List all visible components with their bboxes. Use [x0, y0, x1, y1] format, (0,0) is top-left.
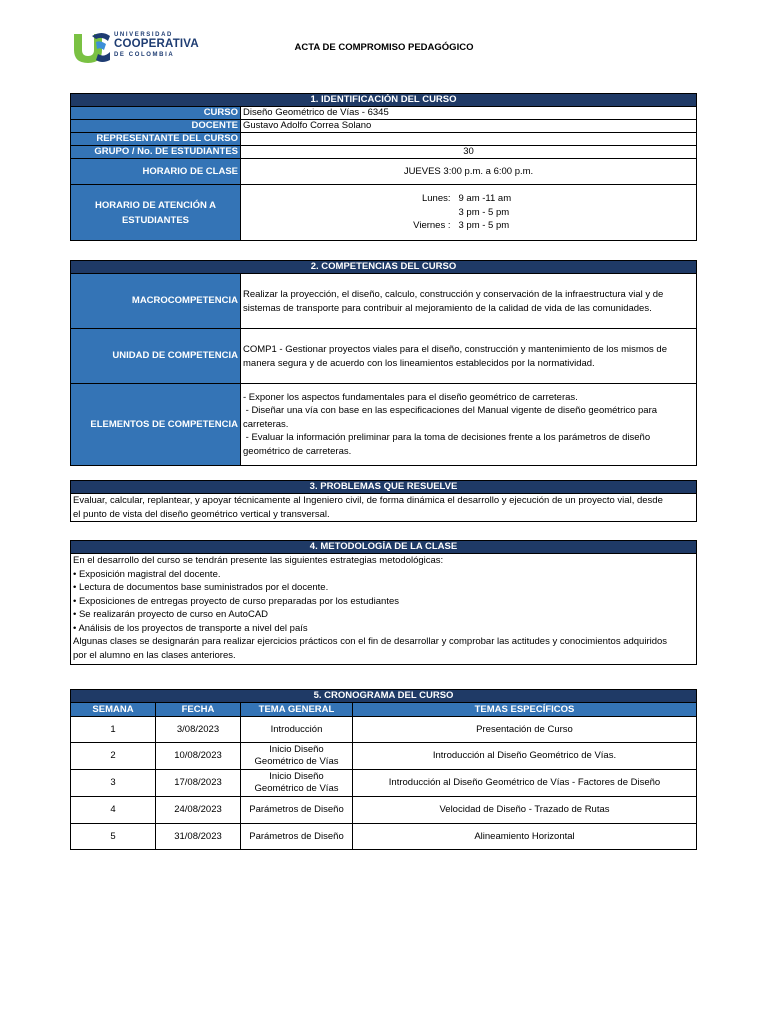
- metodologia-line: • Exposiciones de entregas proyecto de curso preparadas por los estudiantes: [73, 595, 399, 607]
- tema-general-cell: [241, 824, 353, 850]
- curso-label: CURSO: [71, 107, 241, 120]
- representante-value: [241, 133, 697, 146]
- macro-value: [241, 274, 697, 329]
- logo-line-3: DE COLOMBIA: [114, 51, 175, 58]
- semana-cell: 5: [71, 824, 156, 850]
- column-header-fecha: FECHA: [156, 703, 241, 717]
- competencias-table: [70, 260, 697, 466]
- tema-line: Inicio Diseño: [269, 744, 324, 755]
- atencion-time: 3 pm - 5 pm: [458, 220, 510, 232]
- elementos-line: - Evaluar la información preliminar para la toma de decisiones frente a los parámetros de diseño: [243, 432, 651, 444]
- docente-label: DOCENTE: [71, 120, 241, 133]
- tema-general-cell: [241, 743, 353, 770]
- problemas-line: Evaluar, calcular, replantear, y apoyar técnicamente al Ingeniero civil, de forma dinámica el desarrollo y ejecución de un proyecto vial, desde: [73, 495, 663, 506]
- metodologia-line: • Análisis de los proyectos de transporte a nivel del país: [73, 622, 308, 634]
- unidad-value: [241, 329, 697, 384]
- atencion-time: 3 pm - 5 pm: [458, 206, 510, 218]
- elementos-label: ELEMENTOS DE COMPETENCIA: [71, 384, 241, 466]
- semana-cell: 4: [71, 797, 156, 824]
- elementos-line: geométrico de carreteras.: [243, 445, 352, 457]
- unidad-label: UNIDAD DE COMPETENCIA: [71, 329, 241, 384]
- document-title: ACTA DE COMPROMISO PEDAGÓGICO: [294, 42, 474, 53]
- metodologia-table: [70, 540, 697, 665]
- semana-cell: 3: [71, 770, 156, 797]
- tema-general-cell: [241, 717, 353, 743]
- column-header-temas-especificos: TEMAS ESPECÍFICOS: [353, 703, 697, 717]
- macro-line: sistemas de transporte para contribuir al mejoramiento de la calidad de vida de las comunidades.: [243, 302, 652, 314]
- horario-label: HORARIO DE CLASE: [71, 159, 241, 185]
- elementos-line: - Exponer los aspectos fundamentales para el diseño geométrico de carreteras.: [243, 391, 578, 403]
- metodologia-line: Algunas clases se designarán para realizar ejercicios prácticos con el fin de desarrollar y comprobar las actitudes y conocimientos adquiridos: [73, 636, 668, 647]
- tema-general-cell: [241, 797, 353, 824]
- atencion-row: [399, 206, 539, 220]
- identificacion-header: 1. IDENTIFICACIÓN DEL CURSO: [71, 94, 697, 107]
- metodologia-line: • Exposición magistral del docente.: [73, 568, 221, 580]
- docente-value: Gustavo Adolfo Correa Solano: [241, 120, 697, 133]
- fecha-cell: 3/08/2023: [156, 717, 241, 743]
- fecha-cell: 10/08/2023: [156, 743, 241, 770]
- curso-value: Diseño Geométrico de Vías - 6345: [241, 107, 697, 120]
- metodologia-line: • Se realizarán proyecto de curso en AutoCAD: [73, 609, 269, 620]
- metodologia-line: • Lectura de documentos base suministrados por el docente.: [73, 582, 329, 593]
- metodologia-value: [71, 554, 697, 665]
- table-row: [71, 770, 697, 797]
- atencion-value: [241, 185, 697, 241]
- cronograma-header: 5. CRONOGRAMA DEL CURSO: [71, 690, 697, 703]
- tema-line: Geométrico de Vías: [254, 756, 339, 767]
- metodologia-header: 4. METODOLOGÍA DE LA CLASE: [71, 541, 697, 554]
- fecha-cell: 24/08/2023: [156, 797, 241, 824]
- grupo-value: 30: [241, 146, 697, 159]
- table-row: [71, 717, 697, 743]
- atencion-label: HORARIO DE ATENCIÓN A ESTUDIANTES: [71, 185, 241, 241]
- temas-especificos-cell: Introducción al Diseño Geométrico de Vías - Factores de Diseño: [353, 770, 697, 797]
- elementos-line: - Diseñar una vía con base en las especificaciones del Manual vigente de diseño geométrico para: [243, 405, 658, 417]
- column-header-tema-general: TEMA GENERAL: [241, 703, 353, 717]
- problemas-line: el punto de vista del diseño geométrico vertical y transversal.: [73, 508, 330, 520]
- fecha-cell: 31/08/2023: [156, 824, 241, 850]
- macro-line: Realizar la proyección, el diseño, calculo, construcción y conservación de la infraestructura vial y de: [243, 289, 664, 300]
- tema-line: Parámetros de Diseño: [249, 830, 344, 842]
- representante-label: REPRESENTANTE DEL CURSO: [71, 133, 241, 146]
- macro-label: MACROCOMPETENCIA: [71, 274, 241, 329]
- grupo-label: GRUPO / No. DE ESTUDIANTES: [71, 146, 241, 159]
- column-header-semana: SEMANA: [71, 703, 156, 717]
- temas-especificos-cell: Presentación de Curso: [353, 717, 697, 743]
- logo-line-1: UNIVERSIDAD: [114, 32, 173, 38]
- atencion-row: [399, 219, 539, 233]
- tema-line: Inicio Diseño: [269, 771, 324, 782]
- semana-cell: 2: [71, 743, 156, 770]
- elementos-line: carreteras.: [243, 418, 289, 430]
- metodologia-line: En el desarrollo del curso se tendrán presente las siguientes estrategias metodológicas:: [73, 555, 444, 566]
- tema-line: Geométrico de Vías: [254, 783, 339, 794]
- cronograma-table: [70, 689, 697, 850]
- tema-line: Parámetros de Diseño: [249, 804, 344, 815]
- problemas-table: [70, 480, 697, 522]
- atencion-day: [399, 206, 459, 220]
- atencion-day: Viernes :: [413, 220, 451, 232]
- table-row: [71, 797, 697, 824]
- table-row: [71, 743, 697, 770]
- fecha-cell: 17/08/2023: [156, 770, 241, 797]
- unidad-line: COMP1 - Gestionar proyectos viales para el diseño, construcción y mantenimiento de los mismos de: [243, 344, 667, 355]
- elementos-value: [241, 384, 697, 466]
- temas-especificos-cell: Alineamiento Horizontal: [353, 824, 697, 850]
- semana-cell: 1: [71, 717, 156, 743]
- logo-line-2: COOPERATIVA: [114, 38, 199, 50]
- temas-especificos-cell: Velocidad de Diseño - Trazado de Rutas: [353, 797, 697, 824]
- temas-especificos-cell: Introducción al Diseño Geométrico de Vías.: [353, 743, 697, 770]
- atencion-day: Lunes:: [421, 193, 451, 205]
- identificacion-table: [70, 93, 697, 241]
- metodologia-line: por el alumno en las clases anteriores.: [73, 649, 236, 661]
- competencias-header: 2. COMPETENCIAS DEL CURSO: [71, 261, 697, 274]
- tema-line: Introducción: [270, 723, 323, 735]
- tema-general-cell: [241, 770, 353, 797]
- atencion-schedule: [399, 192, 539, 233]
- table-row: [71, 824, 697, 850]
- unidad-line: manera segura y de acuerdo con los lineamientos establecidos por la normatividad.: [243, 357, 595, 369]
- atencion-time: 9 am -11 am: [458, 193, 512, 205]
- atencion-row: [399, 192, 539, 206]
- horario-value: JUEVES 3:00 p.m. a 6:00 p.m.: [241, 159, 697, 185]
- problemas-value: [71, 494, 697, 522]
- problemas-header: 3. PROBLEMAS QUE RESUELVE: [71, 481, 697, 494]
